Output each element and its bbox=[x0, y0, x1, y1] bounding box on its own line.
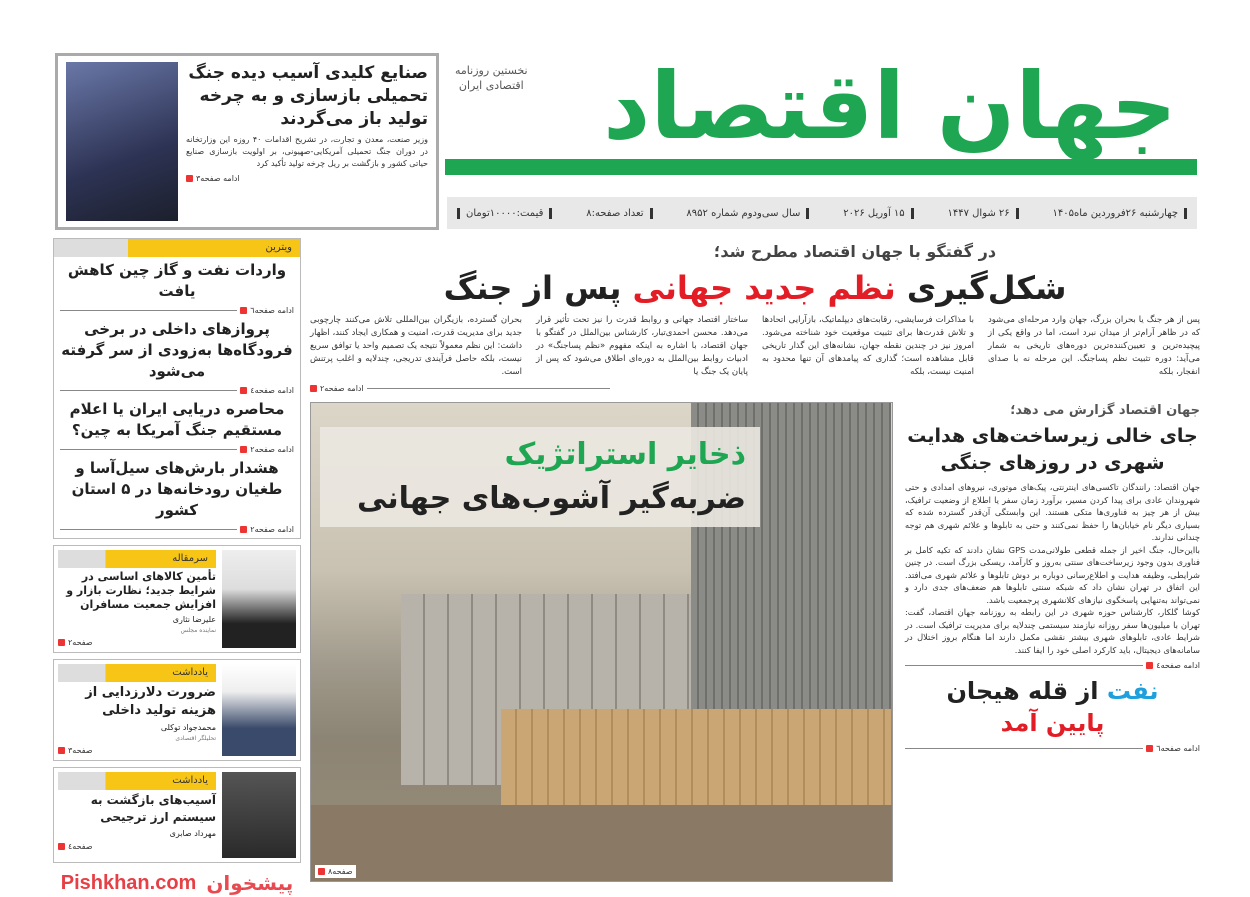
showcase-item[interactable] bbox=[54, 257, 300, 305]
opinion-label: سرمقاله bbox=[58, 550, 216, 568]
continue-label: ادامه صفحه۳ bbox=[196, 174, 240, 183]
oil-headline-black: از قله هیجان bbox=[946, 677, 1107, 705]
continue-label: ادامه صفحه٤ bbox=[1156, 661, 1200, 670]
right-kicker: جهان اقتصاد گزارش می دهد؛ bbox=[1010, 403, 1200, 418]
showcase-item[interactable] bbox=[54, 316, 300, 385]
showcase-continue[interactable] bbox=[54, 444, 300, 455]
opinion-text bbox=[58, 550, 216, 648]
price: قیمت:۱۰۰۰۰تومان bbox=[457, 208, 552, 219]
page-count: تعداد صفحه:۸ bbox=[586, 208, 652, 219]
right-continue[interactable] bbox=[905, 660, 1200, 671]
lower-row bbox=[310, 402, 1200, 882]
opinion-headline: تأمین کالاهای اساسی در شرایط جدید؛ نظارت بازار و افزایش جمعیت مسافران bbox=[66, 570, 216, 611]
date-hijri: ۲۶ شوال ۱۴۴۷ bbox=[947, 208, 1018, 219]
oil-headline-blue: نفت bbox=[1106, 677, 1159, 705]
opinion-author: علیرضا نثاری bbox=[172, 615, 216, 624]
page-icon bbox=[58, 747, 65, 754]
showcase-label: ویترین bbox=[54, 239, 300, 257]
headline-part: پس از جنگ bbox=[443, 269, 633, 307]
masthead bbox=[445, 55, 1197, 180]
opinion-text bbox=[58, 772, 216, 858]
headline-red-part: نظم جدید جهانی bbox=[632, 269, 896, 307]
showcase-headline: محاصره دریایی ایران یا اعلام مستقیم جنگ آمریکا به چین؟ bbox=[69, 400, 285, 439]
showcase-headline: واردات نفت و گاز چین کاهش یافت bbox=[67, 261, 287, 300]
lead-kicker: در گفتگو با جهان اقتصاد مطرح شد؛ bbox=[713, 242, 997, 261]
opinion-box-note[interactable] bbox=[53, 659, 301, 761]
photo-caption-box bbox=[320, 427, 760, 527]
paragraph: کوشا گلکار، کارشناس حوزه شهری در این رابطه به روزنامه جهان اقتصاد، گفت: تهران با میلیون‌ها سفر روزانه نیازمند سیستمی چندلایه برای مدیریت ترافیک است. در شرایط عادی، تابلوهای شهری بیشتر نقشی مکمل دارند اما هنگام بروز اختلال در سامانه‌های دیجیتال، باید کارکرد اصلی خود را ایفا کنند. bbox=[905, 607, 1200, 655]
ground bbox=[311, 805, 892, 881]
divider bbox=[60, 449, 237, 450]
right-column bbox=[905, 402, 1200, 882]
opinion-role: تحلیلگر اقتصادی bbox=[175, 735, 216, 742]
top-story-continue[interactable] bbox=[186, 173, 428, 184]
page-icon bbox=[58, 843, 65, 850]
photo-caption-black: ضربه‌گیر آشوب‌های جهانی bbox=[357, 481, 746, 516]
showcase-item[interactable] bbox=[54, 455, 300, 524]
lead-column: بحران گسترده، بازیگران بین‌المللی تلاش می‌کنند چارچوبی جدید برای مدیریت قدرت، امنیت و همکاری ایجاد کنند، اظهار داشت: این نظم معمولاً نتیجه یک تصمیم واحد یا توافق سریع نیست، بلکه حاصل فرآیندی تدریجی، چندلایه و اغلب پرتنش است. bbox=[310, 315, 522, 377]
top-story-body: وزیر صنعت، معدن و تجارت، در تشریح اقدامات ۴۰ روزه این وزارتخانه در دوران جنگ تحمیلی آمریکایی-صهیونی، بر اولویت بازسازی صنایع حیاتی کشور و بازگشت بر ریل چرخه تولید تأکید کرد bbox=[186, 135, 429, 168]
page-icon bbox=[240, 526, 247, 533]
divider bbox=[60, 529, 237, 530]
divider bbox=[60, 310, 237, 311]
author-photo bbox=[222, 664, 296, 756]
opinion-author: مهرداد صابری bbox=[169, 829, 216, 838]
page-icon bbox=[240, 387, 247, 394]
tagline-line1: نخستین روزنامه bbox=[455, 64, 528, 77]
top-story-text bbox=[186, 62, 428, 221]
sacks bbox=[501, 709, 891, 805]
page-icon bbox=[240, 307, 247, 314]
watermark bbox=[53, 869, 301, 897]
opinion-role: نماینده مجلس bbox=[180, 627, 216, 634]
photo-continue[interactable] bbox=[315, 865, 356, 878]
date-gregorian: ۱۵ آوریل ۲۰۲۶ bbox=[843, 208, 913, 219]
paragraph: جهان اقتصاد: رانندگان تاکسی‌های اینترنتی، پیک‌های موتوری، نیروهای امدادی و حتی شهروندان عادی برای پیدا کردن مسیر، برآورد زمان سفر یا اطلاع از وضعیت ترافیک، بیش از هر چیز به فناوری‌ها متکی هستند. این وابستگی آن‌قدر گسترده شده که بسیاری دیگر نام خیابان‌ها را حفظ نمی‌کنند و حتی به تابلوها و علائم شهری هم توجه چندانی ندارند. bbox=[905, 482, 1200, 542]
lead-column: با مذاکرات فرسایشی، رقابت‌های دیپلماتیک، بازآرایی اتحادها و تلاش قدرت‌ها برای تثبیت موقعیت خود شناخته می‌شود. امروز نیز در چندین نقطه جهان، نشانه‌های این گذار تاریخی قابل مشاهده است؛ گذاری که پیامدهای آن تنها محدود به امنیت نیست، بلکه bbox=[762, 315, 974, 377]
divider bbox=[367, 388, 610, 389]
page-icon bbox=[240, 446, 247, 453]
showcase-box bbox=[53, 238, 301, 539]
showcase-headline: هشدار بارش‌های سیل‌آسا و طغیان رودخانه‌ها در ۵ استان کشور bbox=[71, 459, 283, 519]
continue-label: ادامه صفحه٤ bbox=[250, 386, 294, 395]
showcase-continue[interactable] bbox=[54, 385, 300, 396]
divider bbox=[60, 390, 237, 391]
grain-silo-photo[interactable] bbox=[310, 402, 893, 882]
opinion-headline: ضرورت دلارزدایی از هزینه تولید داخلی bbox=[85, 685, 216, 718]
right-headline[interactable]: جای خالی زیرساخت‌های هدایت شهری در روزهای جنگی bbox=[907, 425, 1198, 474]
continue-label: صفحه٤ bbox=[68, 842, 93, 851]
page-icon bbox=[1146, 745, 1153, 752]
right-body bbox=[905, 481, 1200, 656]
lead-continue[interactable] bbox=[310, 383, 610, 394]
oil-headline-red: پایین آمد bbox=[1000, 709, 1105, 737]
page-icon bbox=[318, 868, 325, 875]
continue-label: صفحه۸ bbox=[328, 867, 353, 876]
dateline-bar bbox=[447, 197, 1197, 229]
top-story[interactable] bbox=[55, 53, 439, 230]
lead-headline[interactable] bbox=[310, 266, 1200, 310]
photo-caption-green: ذخایر استراتژیک bbox=[504, 437, 746, 472]
continue-label: ادامه صفحه٦ bbox=[250, 306, 294, 315]
main-area bbox=[310, 242, 1200, 882]
opinion-box-editorial[interactable] bbox=[53, 545, 301, 653]
opinion-label: یادداشت bbox=[58, 664, 216, 682]
watermark-fa: پیشخوان bbox=[206, 871, 294, 895]
showcase-item[interactable] bbox=[54, 396, 300, 444]
logo-text: جهان اقتصاد bbox=[603, 53, 1177, 160]
page-icon bbox=[310, 385, 317, 392]
continue-label: ادامه صفحه۲ bbox=[320, 384, 364, 393]
showcase-continue[interactable] bbox=[54, 305, 300, 316]
opinion-box-note-2[interactable] bbox=[53, 767, 301, 863]
page-icon bbox=[58, 639, 65, 646]
tagline bbox=[455, 63, 528, 93]
lead-body bbox=[310, 314, 1200, 379]
divider bbox=[905, 665, 1143, 666]
date-persian: چهارشنبه ۲۶فروردین ماه۱۴۰۵ bbox=[1053, 208, 1188, 219]
page-icon bbox=[186, 175, 193, 182]
watermark-en: Pishkhan.com bbox=[60, 871, 197, 894]
continue-label: صفحه۲ bbox=[68, 638, 93, 647]
issue-number: سال سی‌ودوم شماره ۸۹۵۲ bbox=[686, 208, 809, 219]
continue-label: ادامه صفحه۲ bbox=[250, 445, 294, 454]
opinion-label: یادداشت bbox=[58, 772, 216, 790]
opinion-page[interactable] bbox=[58, 637, 216, 648]
headline-part: شکل‌گیری bbox=[895, 269, 1067, 307]
lead-column: پس از هر جنگ یا بحران بزرگ، جهان وارد مرحله‌ای می‌شود که در ظاهر آرام‌تر از میدان نبرد است، اما در واقع یکی از پیچیده‌ترین و تعیین‌کننده‌ترین دوره‌های تاریخی به شمار می‌آید: دوره تثبیت نظم پساجنگ. این مرحله نه با صدای انفجار، بلکه bbox=[988, 315, 1200, 377]
lead-column: ساختار اقتصاد جهانی و روابط قدرت را نیز تحت تأثیر قرار می‌دهد. محسن احمدی‌تبار، کارشناس بین‌الملل در گفتگو با جهان اقتصاد، با اشاره به اینکه مفهوم «نظم پساجنگ» در ادبیات روابط بین‌الملل به دوره‌ای اطلاق می‌شود که پس از پایان یک جنگ یا bbox=[536, 315, 748, 377]
showcase-headline: پروازهای داخلی در برخی فرودگاه‌ها به‌زودی از سر گرفته می‌شود bbox=[61, 320, 293, 380]
opinion-page[interactable] bbox=[58, 841, 216, 852]
opinion-text bbox=[58, 664, 216, 756]
opinion-headline: آسیب‌های بازگشت به سیستم ارز ترجیحی bbox=[90, 793, 216, 824]
opinion-page[interactable] bbox=[58, 745, 216, 756]
divider bbox=[905, 748, 1143, 749]
top-story-headline[interactable]: صنایع کلیدی آسیب دیده جنگ تحمیلی بازسازی و به چرخه تولید باز می‌گردند bbox=[188, 63, 428, 129]
author-photo bbox=[222, 772, 296, 858]
paragraph: بااین‌حال، جنگ اخیر از جمله قطعی طولانی‌مدت GPS نشان دادند که تکیه کامل بر فناوری بدون وجود زیرساخت‌های سنتی به‌روز و کارآمد، ریسکی بزرگ است. در چنین شرایطی، وظیفه هدایت و اطلاع‌رسانی دوباره بر دوش تابلوها و علائم شهری می‌افتد. این اتفاق در تهران نشان داد که شبکه سنتی تابلوها هم ضعف‌های جدی دارد و نمی‌تواند به‌تنهایی پاسخگوی نیازهای کلانشهری پرجمعیت باشد. bbox=[905, 544, 1200, 605]
continue-label: ادامه صفحه٦ bbox=[1156, 744, 1200, 753]
oil-continue[interactable] bbox=[905, 743, 1200, 754]
minister-photo bbox=[66, 62, 178, 221]
continue-label: صفحه۳ bbox=[68, 746, 93, 755]
showcase-continue[interactable] bbox=[54, 524, 300, 535]
author-photo bbox=[222, 550, 296, 648]
oil-headline[interactable] bbox=[905, 675, 1200, 739]
tagline-line2: اقتصادی ایران bbox=[458, 79, 524, 92]
left-column bbox=[53, 238, 301, 897]
opinion-author: محمدجواد توکلی bbox=[160, 723, 216, 732]
page-icon bbox=[1146, 662, 1153, 669]
continue-label: ادامه صفحه۲ bbox=[250, 525, 294, 534]
